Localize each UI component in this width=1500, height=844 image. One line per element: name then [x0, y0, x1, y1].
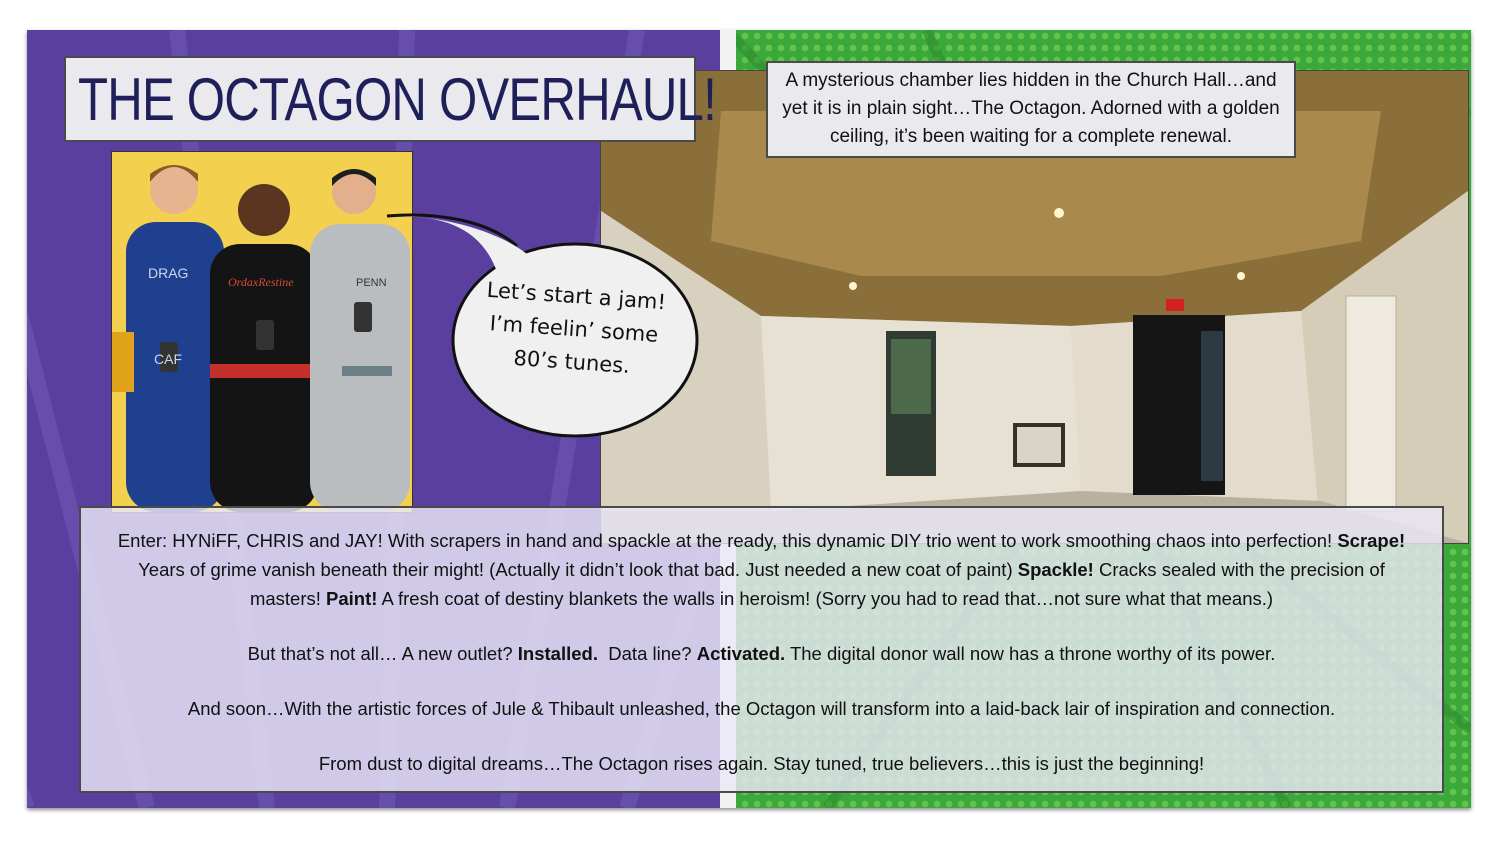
heroes-illustration — [111, 151, 413, 513]
shirt-text-left-2: CAF — [154, 351, 182, 367]
caption-top-line-3: ceiling, it’s been waiting for a complete renewal. — [829, 126, 1233, 147]
speech-line-1: Let’s start a jam! — [485, 277, 667, 315]
caption-top-line-2: yet it is in plain sight…The Octagon. Adorned with a golden — [782, 98, 1280, 119]
p1-text-e: Cracks sealed with the precision of masters! — [249, 559, 1385, 609]
page-title: THE OCTAGON OVERHAUL! — [78, 66, 716, 133]
caption-main — [79, 506, 1444, 793]
p1-paint: Paint! — [326, 588, 378, 609]
p2-text-c: Data line? — [598, 643, 697, 664]
caption-paragraph-2 — [81, 639, 1442, 668]
caption-top — [766, 61, 1296, 158]
p1-text-a: Enter: HYNiFF, CHRIS and JAY! With scrapers in hand and spackle at the ready, this dynamic DIY trio went to work smoothing chaos into perfection! — [117, 530, 1333, 551]
shirt-text-left: DRAG — [148, 265, 189, 281]
shirt-text-middle: OrdaxRestine — [228, 275, 294, 289]
p2-installed: Installed. — [517, 643, 598, 664]
p1-text-c: Years of grime vanish beneath their might! (Actually it didn’t look that bad. Just needed a new coat of paint) — [138, 559, 1018, 580]
p1-scrape: Scrape! — [1337, 530, 1406, 551]
p1-spackle: Spackle! — [1017, 559, 1094, 580]
p2-text-e: The digital donor wall now has a throne worthy of its power. — [785, 643, 1276, 664]
caption-paragraph-1 — [81, 526, 1442, 613]
speech-line-3: 80’s tunes. — [512, 345, 631, 378]
p1-text-g: A fresh coat of destiny blankets the walls in heroism! (Sorry you had to read that…not sure what that means.) — [377, 588, 1274, 609]
caption-top-line-1: A mysterious chamber lies hidden in the Church Hall…and — [785, 70, 1277, 91]
caption-paragraph-3: And soon…With the artistic forces of Jule & Thibault unleashed, the Octagon will transform into a laid-back lair of inspiration and connection. — [187, 698, 1336, 719]
speech-line-2: I’m feelin’ some — [489, 311, 660, 347]
title-box — [64, 56, 716, 142]
speech-bubble-text — [448, 272, 700, 388]
shirt-text-right: PENN — [356, 277, 387, 289]
p2-text-a: But that’s not all… A new outlet? — [247, 643, 518, 664]
comic-slide — [27, 30, 1471, 808]
caption-paragraph-4: From dust to digital dreams…The Octagon rises again. Stay tuned, true believers…this is just the beginning! — [318, 753, 1205, 774]
p2-activated: Activated. — [696, 643, 786, 664]
